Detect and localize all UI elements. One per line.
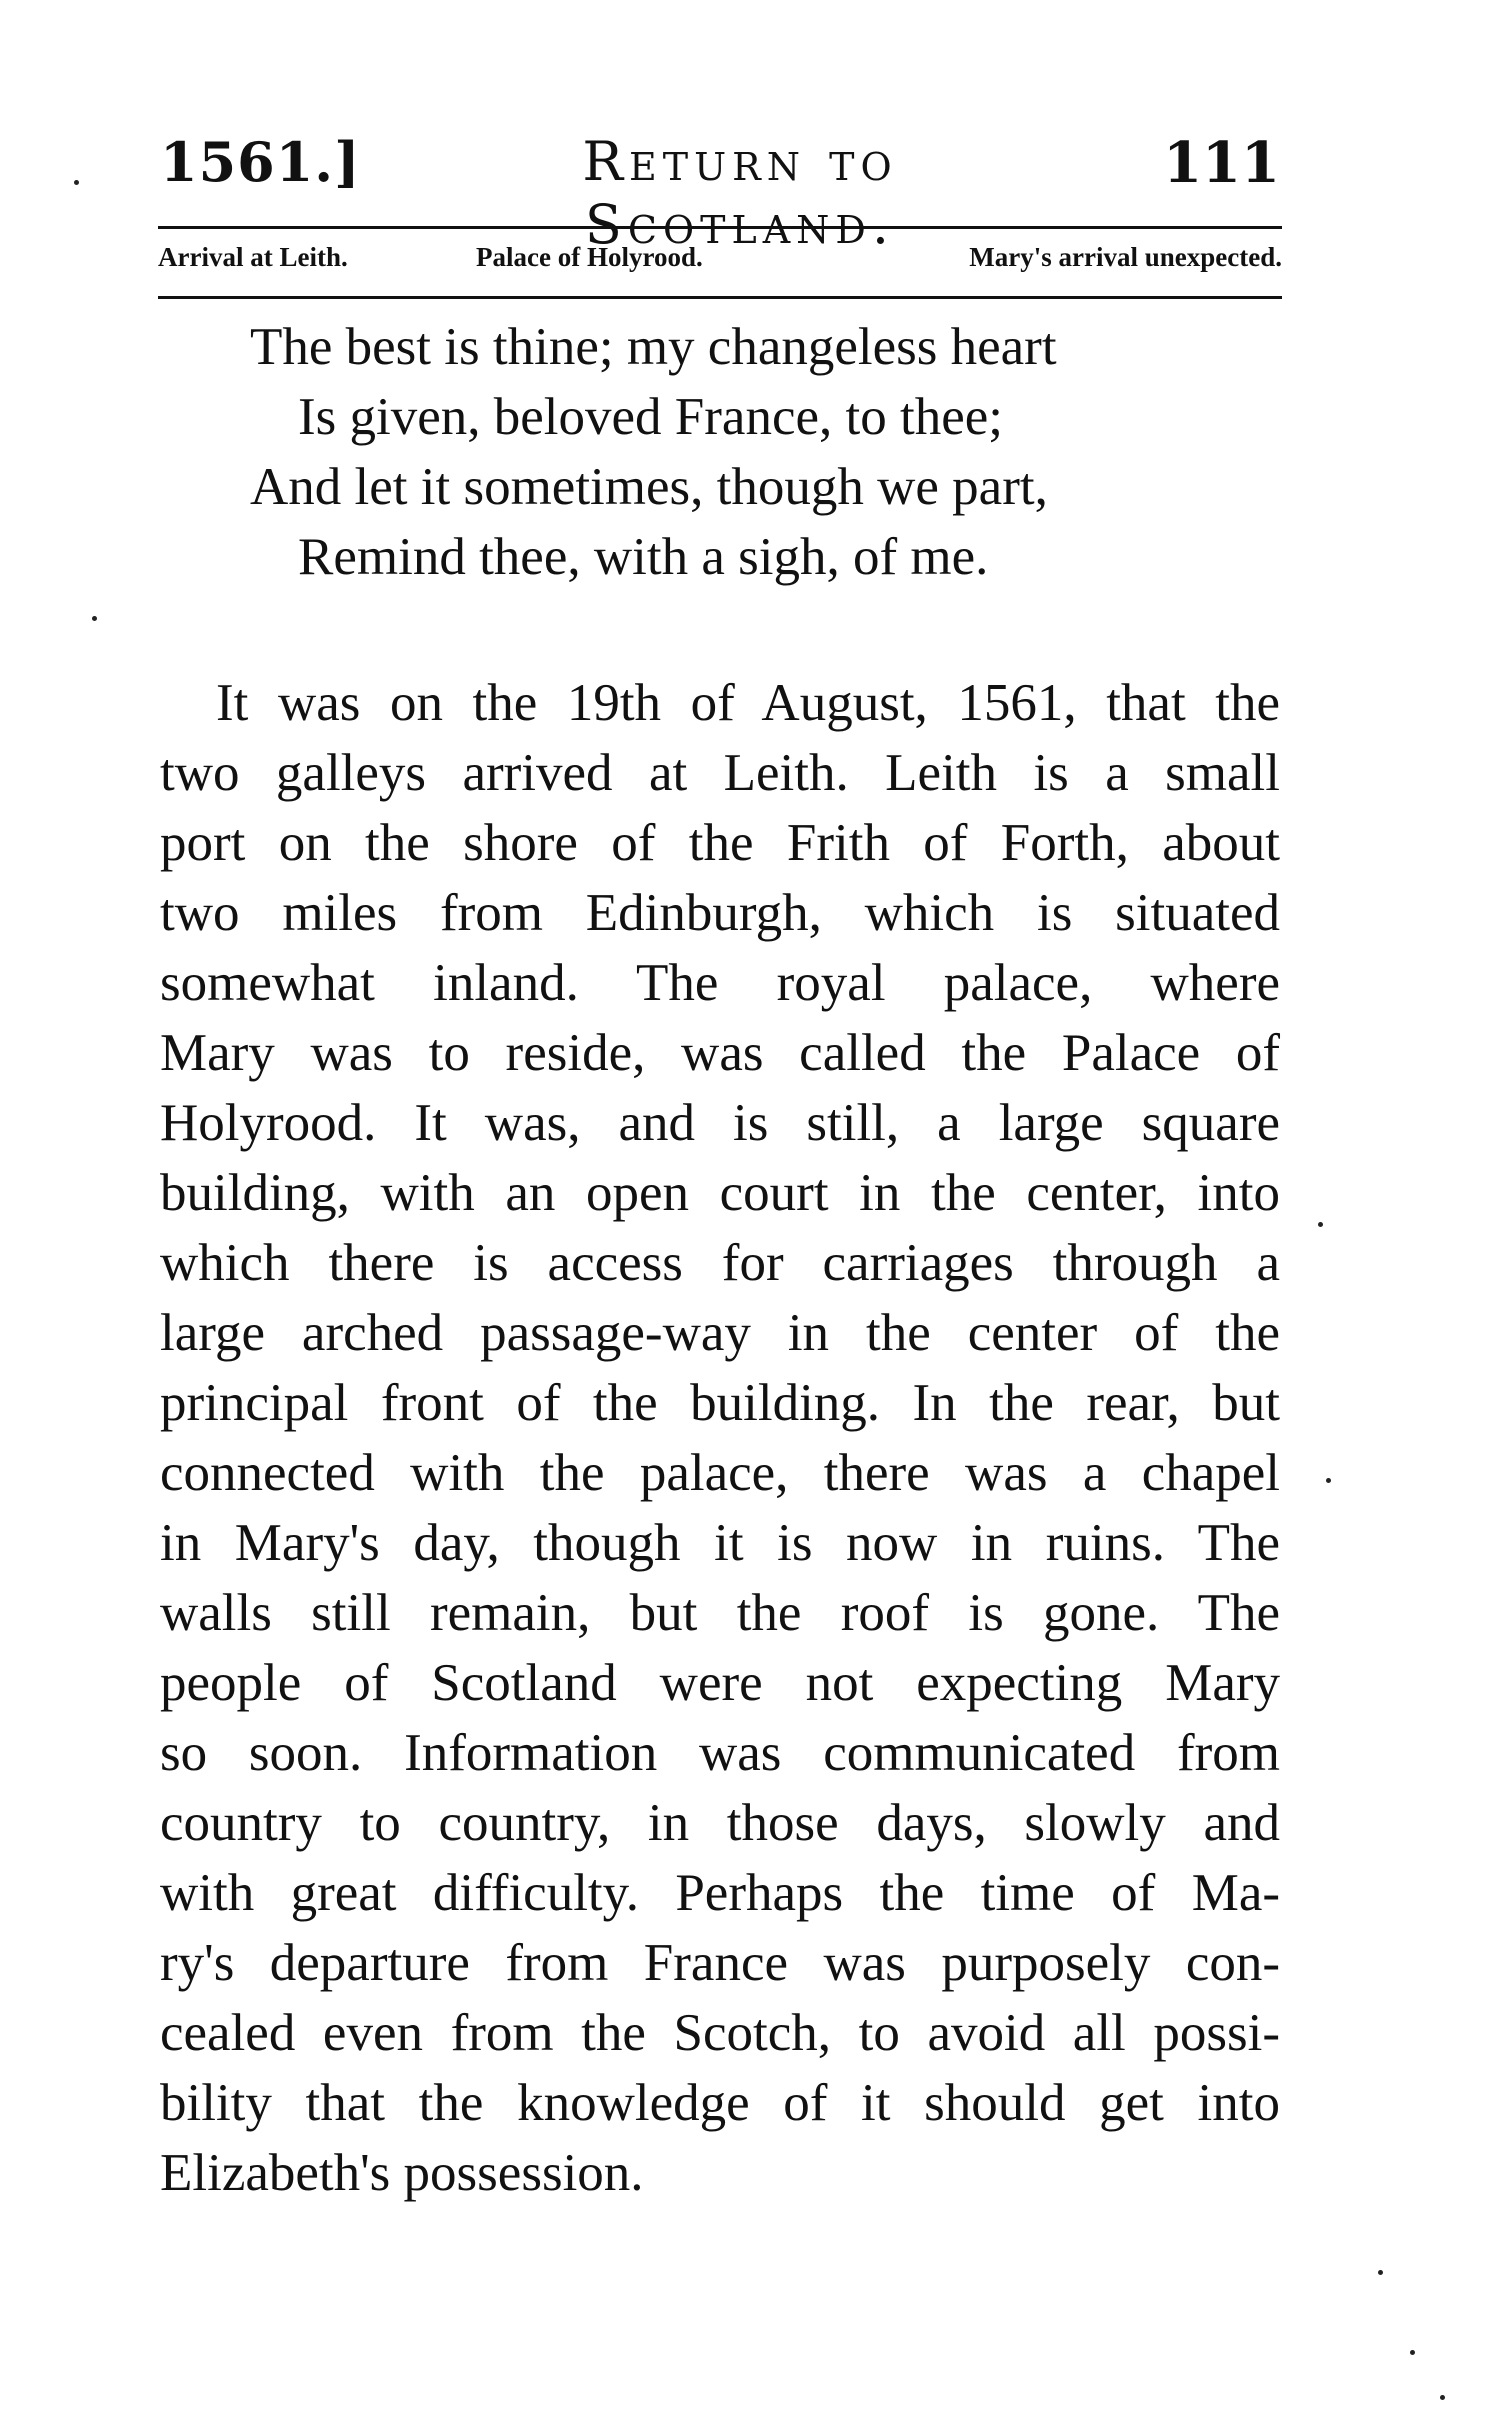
text-line: which there is access for carriages through a [160, 1234, 1280, 1292]
text-line: walls still remain, but the roof is gone. The [160, 1584, 1280, 1642]
text-line: Mary was to reside, was called the Palace of [160, 1024, 1280, 1082]
poem-line: Remind thee, with a sigh, of me. [298, 528, 989, 586]
text-line: people of Scotland were not expecting Mary [160, 1654, 1280, 1712]
text-line: large arched passage-way in the center of the [160, 1304, 1280, 1362]
poem-line: And let it sometimes, though we part, [250, 458, 1048, 516]
text-line: port on the shore of the Frith of Forth, about [160, 814, 1280, 872]
text-line: somewhat inland. The royal palace, where [160, 954, 1280, 1012]
text-line: Holyrood. It was, and is still, a large square [160, 1094, 1280, 1152]
text-line: country to country, in those days, slowly and [160, 1794, 1280, 1852]
header-title: Return to Scotland. [582, 130, 898, 256]
body-paragraph [160, 668, 1280, 2208]
print-speck [92, 616, 97, 621]
header-rule [158, 226, 1282, 229]
text-line: two miles from Edinburgh, which is situated [160, 884, 1280, 942]
print-speck [74, 180, 79, 185]
text-line: two galleys arrived at Leith. Leith is a small [160, 744, 1280, 802]
text-line: in Mary's day, though it is now in ruins. The [160, 1514, 1280, 1572]
text-line: with great difficulty. Perhaps the time of Ma- [160, 1864, 1280, 1922]
text-line: so soon. Information was communicated from [160, 1724, 1280, 1782]
marginal-note: Mary's arrival unexpected. [969, 242, 1282, 272]
print-speck [1410, 2350, 1415, 2355]
text-line: building, with an open court in the center, into [160, 1164, 1280, 1222]
running-header [160, 130, 1280, 256]
print-speck [1318, 1222, 1323, 1227]
text-line: ry's departure from France was purposely con- [160, 1934, 1280, 1992]
text-line: It was on the 19th of August, 1561, that the [216, 674, 1280, 732]
marginal-note: Arrival at Leith. [158, 242, 348, 272]
notes-rule [158, 296, 1282, 299]
poem-line: Is given, beloved France, to thee; [298, 388, 1003, 446]
page-number: 111 [1163, 130, 1280, 196]
print-speck [1378, 2270, 1383, 2275]
print-speck [1326, 1478, 1331, 1483]
marginal-notes [158, 244, 1282, 284]
poem-line: The best is thine; my changeless heart [250, 318, 1057, 376]
text-line: bility that the knowledge of it should get into [160, 2074, 1280, 2132]
text-line: connected with the palace, there was a chapel [160, 1444, 1280, 1502]
header-year: 1561.] [160, 130, 361, 194]
text-line: cealed even from the Scotch, to avoid all possi- [160, 2004, 1280, 2062]
text-line: Elizabeth's possession. [160, 2144, 644, 2202]
marginal-note: Palace of Holyrood. [476, 242, 703, 272]
print-speck [1440, 2395, 1445, 2400]
text-line: principal front of the building. In the rear, but [160, 1374, 1280, 1432]
